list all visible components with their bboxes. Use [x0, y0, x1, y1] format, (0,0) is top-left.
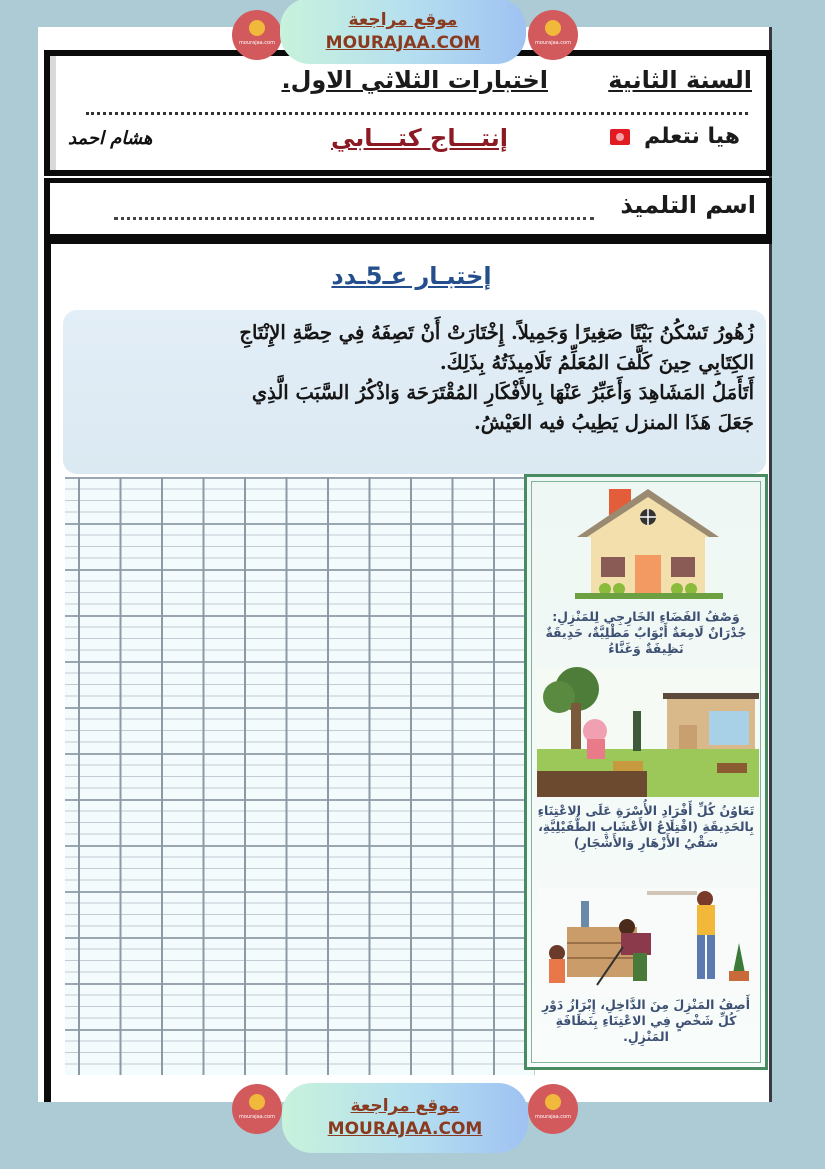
illustration-panel — [524, 474, 768, 1070]
writing-grid[interactable] — [65, 477, 535, 1075]
watermark-latin: MOURAJAA.COM — [325, 33, 481, 53]
badge-text: mourajaa.com — [534, 40, 571, 46]
badge-text: mourajaa.com — [238, 1114, 275, 1120]
watermark-banner-bottom[interactable] — [282, 1083, 528, 1153]
student-name-label: اسم التلميذ — [620, 191, 756, 219]
student-name-box — [44, 178, 772, 240]
author-name: هشام احمد — [68, 128, 153, 149]
book-logo-icon — [545, 20, 561, 36]
house-icon — [539, 485, 757, 607]
watermark-arabic: موقع مراجعة — [348, 10, 458, 30]
book-logo-icon — [249, 1094, 265, 1110]
book-logo-icon — [249, 20, 265, 36]
test-title: إختبـار عـ5ـدد — [331, 262, 492, 290]
prompt-box — [63, 310, 766, 474]
illustration-caption: وَصْفُ الفَضَاءِ الخَارِجِي لِلمَنْزِلِ: جُدْرَانٌ لَامِعَةٌ أَبْوَابٌ مَطْلِيَّةٌ، حَدِيقَةٌ نَظِيفَةٌ وَغَنَّاءُ — [545, 609, 747, 656]
test-body — [44, 240, 772, 1102]
watermark-badge-left — [232, 10, 282, 60]
watermark-latin: MOURAJAA.COM — [327, 1119, 483, 1139]
prompt-line: أَتَأَمَلُ المَشَاهِدَ وَأَعَبِّرُ عَنْهَا بِالأَفْكَارِ المُقْتَرَحَة وَاذْكُرُ السَّبَبَ الَّذِي — [251, 381, 754, 404]
watermark-badge-left-bottom — [232, 1084, 282, 1134]
book-logo-icon — [545, 1094, 561, 1110]
series-label — [610, 124, 740, 149]
dotted-divider — [86, 112, 748, 119]
prompt-line: زُهُورُ تَسْكُنُ بَيْتًا صَغِيرًا وَجَمِيلاً. إِخْتَارَتْ أَنْ تَصِفَهُ فِي حِصَّةِ الإِنْتَاجِ — [239, 321, 754, 344]
grade-label: السنة الثانية — [608, 66, 752, 94]
illustration-caption: تَعَاوُنُ كُلِّ أَفْرَادِ الأُسْرَةِ عَلَى الاعْتِنَاءِ بِالحَدِيقَةِ (اقْتِلَاعُ الأَعْشَابِ الطُّفَيْلِيَّةِ، سَقْيُ الأَزْهَارِ وَالأَشْجَارِ) — [537, 803, 755, 850]
student-name-field[interactable] — [114, 217, 594, 220]
watermark-banner-top[interactable] — [280, 0, 526, 64]
prompt-line: الكِتَابِي حِينَ كَلَّفَ المُعَلِّمُ تَلَامِيذَتُهُ بِذَلِكَ. — [439, 351, 754, 374]
activity-title: إنتـــاج كتـــابي — [331, 124, 508, 152]
badge-text: mourajaa.com — [534, 1114, 571, 1120]
prompt-line: جَعَلَ هَذَا المنزل يَطِيبُ فيه العَيْشُ. — [474, 411, 754, 434]
tunisia-flag-icon — [610, 129, 630, 145]
garden-family-icon — [537, 667, 759, 797]
illustration-caption: أَصِفُ المَنْزِلَ مِنَ الدَّاخِلِ، إِبْرَازُ دَوْرِ كُلِّ شَخْصٍ فِي الاعْتِنَاءِ بِنَظَافَةِ المَنْزِلِ. — [541, 997, 751, 1044]
header-box — [44, 50, 772, 176]
watermark-badge-right-bottom — [528, 1084, 578, 1134]
exam-title: اختبارات الثلاثي الاول. — [281, 66, 548, 94]
watermark-arabic: موقع مراجعة — [350, 1096, 460, 1116]
family-cleaning-icon — [537, 887, 759, 997]
series-text: هيا نتعلم — [643, 124, 740, 149]
badge-text: mourajaa.com — [238, 40, 275, 46]
worksheet-page — [38, 27, 772, 1102]
watermark-badge-right — [528, 10, 578, 60]
